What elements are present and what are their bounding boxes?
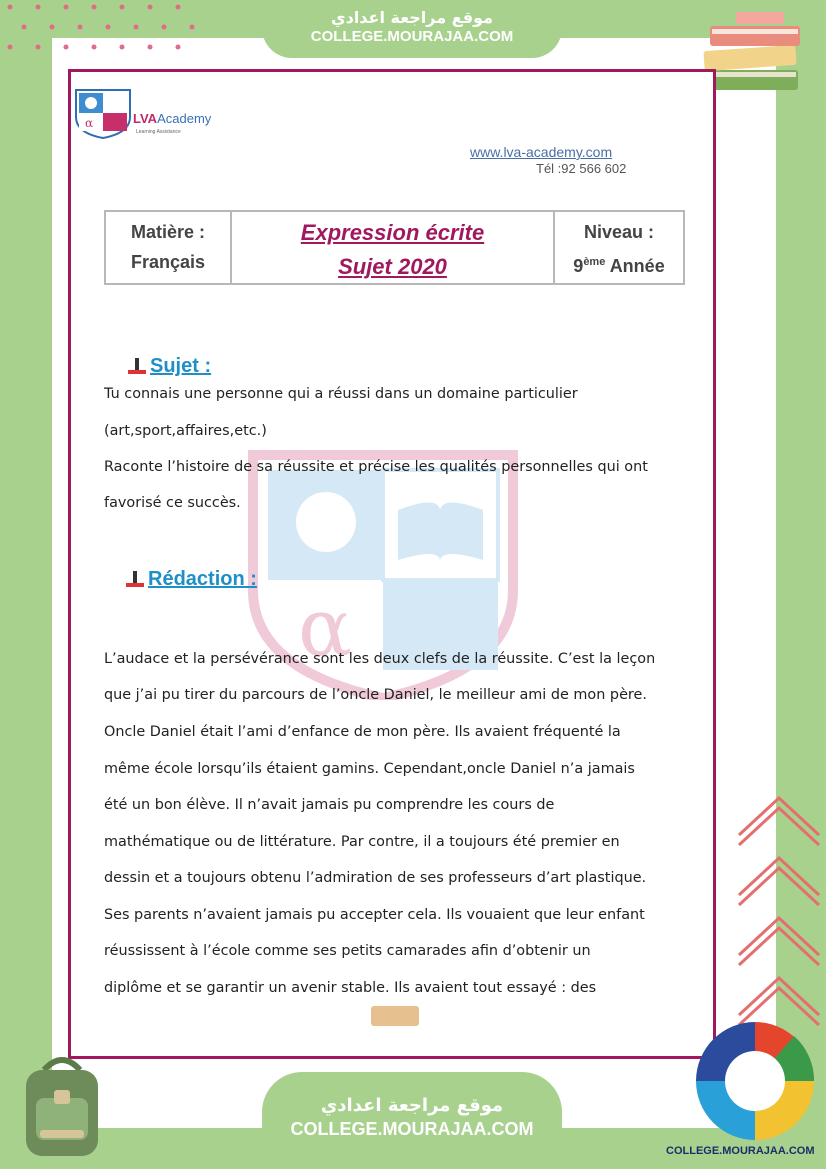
info-table (104, 210, 685, 285)
logo-text (133, 111, 211, 126)
redaction-line: réussissent à l’école comme ses petits camarades afin d’obtenir un (104, 943, 591, 959)
redaction-line: diplôme et se garantir un avenir stable. Ils avaient tout essayé : des (104, 980, 597, 996)
website-link[interactable]: www.lva-academy.com (470, 144, 613, 160)
scroll-marker (371, 1006, 419, 1026)
corner-site-label[interactable]: COLLEGE.MOURAJAA.COM (666, 1145, 815, 1157)
site-url-link[interactable]: COLLEGE.MOURAJAA.COM (290, 1119, 534, 1139)
sujet-heading (128, 355, 211, 378)
sujet-line: Raconte l’histoire de sa réussite et précise les qualités personnelles qui ont (104, 459, 648, 475)
lva-academy-logo-icon (73, 87, 133, 139)
svg-text:α: α (298, 581, 353, 674)
backpack-icon (14, 1050, 110, 1160)
education-wheel-icon (694, 1020, 816, 1142)
sujet-line: (art,sport,affaires,etc.) (104, 423, 267, 439)
subject-value: Français (130, 252, 206, 272)
subject-label: Matière : (130, 222, 206, 242)
logo-text-lva: LVA (133, 111, 158, 126)
sujet-heading-text: Sujet : (150, 355, 212, 377)
books-stack-icon (700, 10, 810, 100)
sujet-line: favorisé ce succès. (104, 495, 241, 511)
redaction-line: dessin et a toujours obtenu l’admiration de ses professeurs d’art plastique. (104, 870, 647, 886)
site-arabic-name: موقع مراجعة اعدادي (330, 8, 494, 27)
title-line-2: Sujet 2020 (338, 254, 447, 279)
redaction-line: mathématique ou de littérature. Par contre, il a toujours été premier en (104, 834, 620, 850)
level-cell (555, 212, 683, 283)
redaction-heading (126, 568, 257, 591)
redaction-line: L’audace et la persévérance sont les deux clefs de la réussite. C’est la leçon (104, 651, 656, 667)
level-label: Niveau : (583, 222, 655, 242)
redaction-heading-text: Rédaction : (148, 568, 257, 590)
phone-number: Tél :92 566 602 (536, 161, 627, 176)
redaction-line: Ses parents n’avaient jamais pu accepter cela. Ils vouaient que leur enfant (104, 907, 645, 923)
level-sup: ème (583, 256, 606, 268)
level-value (555, 247, 683, 281)
redaction-line: Oncle Daniel était l’ami d’enfance de mon père. Ils avaient fréquenté la (104, 724, 621, 740)
pushpin-icon (126, 571, 144, 589)
subject-cell (106, 212, 232, 283)
bottom-site-banner (262, 1072, 562, 1169)
svg-text:α: α (85, 116, 94, 130)
redaction-line: même école lorsqu’ils étaient gamins. Cependant,oncle Daniel n’a jamais (104, 761, 635, 777)
title-cell (232, 212, 555, 283)
site-url-link[interactable]: COLLEGE.MOURAJAA.COM (310, 28, 514, 45)
chevron-up-icons (734, 790, 824, 1040)
logo-text-academy: Academy (157, 111, 212, 126)
redaction-line: que j’ai pu tirer du parcours de l’oncle Daniel, le meilleur ami de mon père. (104, 687, 647, 703)
level-num: 9 (573, 256, 584, 276)
level-word: Année (609, 256, 665, 276)
pushpin-icon (128, 358, 146, 376)
decorative-dots (0, 0, 200, 60)
sujet-line: Tu connais une personne qui a réussi dans un domaine particulier (104, 386, 578, 402)
top-site-banner (262, 0, 562, 58)
redaction-line: été un bon élève. Il n’avait jamais pu comprendre les cours de (104, 797, 555, 813)
logo-subtitle: Learning Assistance (136, 129, 181, 135)
title-line-1: Expression écrite (300, 220, 485, 245)
site-arabic-name: موقع مراجعة اعدادي (320, 1095, 504, 1116)
